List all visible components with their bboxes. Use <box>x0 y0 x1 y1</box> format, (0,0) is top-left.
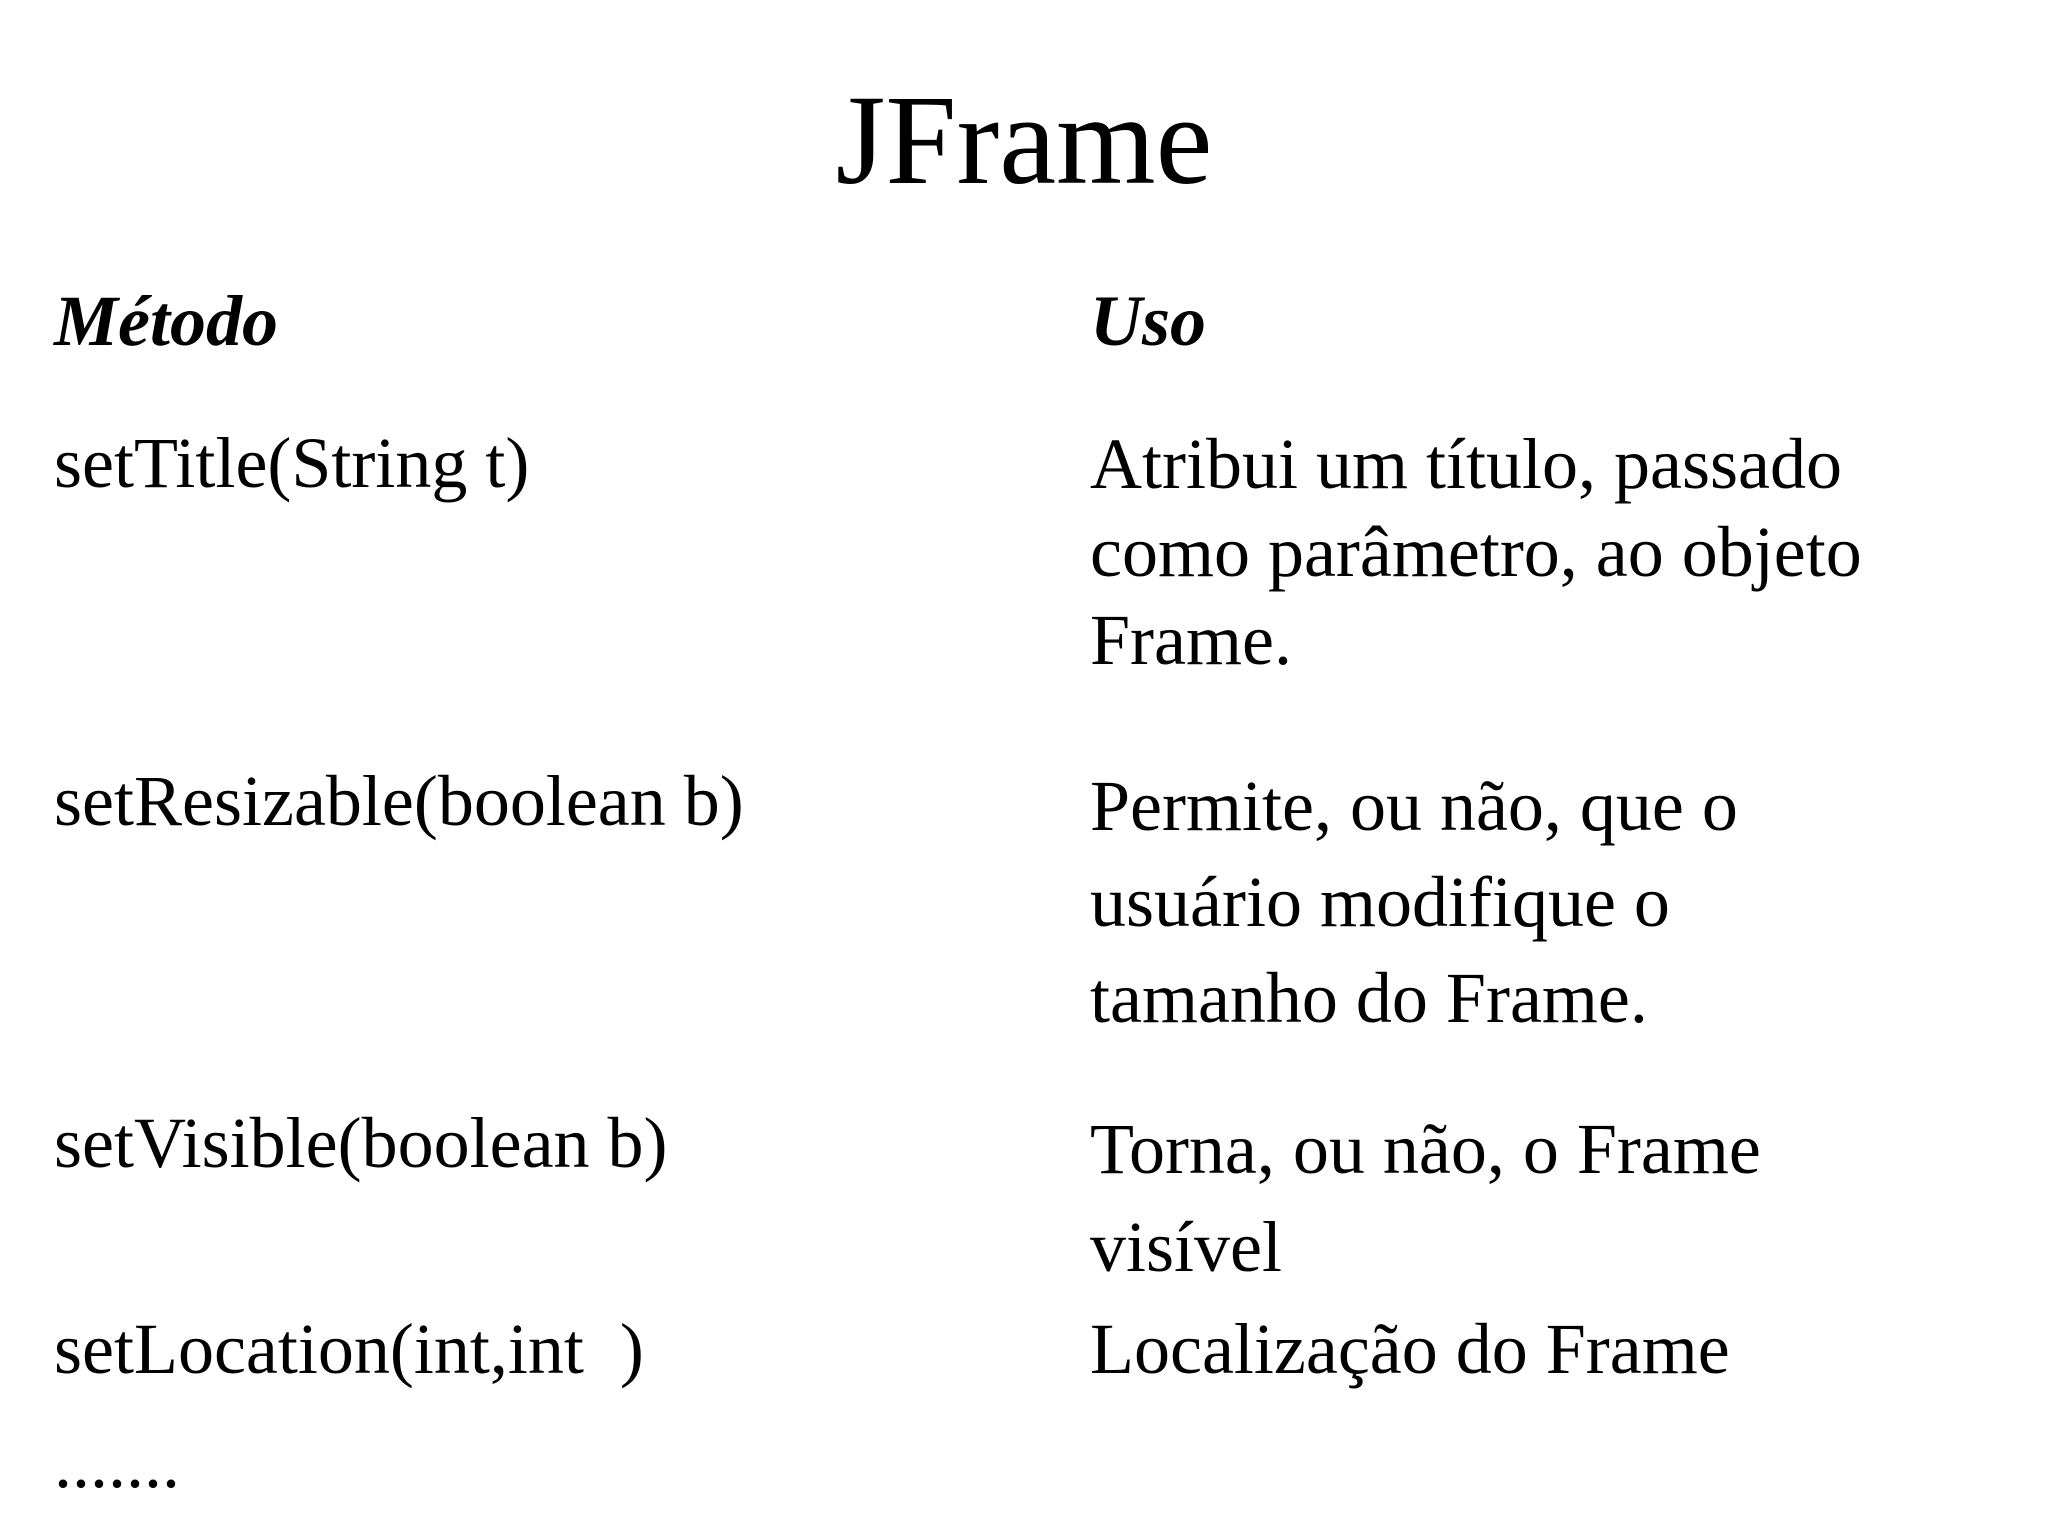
method-description: Atribui um título, passado como parâmetro, ao objeto Frame. <box>1090 424 1862 680</box>
slide-title: JFrame <box>835 69 1213 211</box>
method-description: Localização do Frame <box>1090 1309 1730 1389</box>
method-name: setTitle(String t) <box>54 423 530 503</box>
method-name: setVisible(boolean b) <box>54 1103 668 1183</box>
continuation-ellipsis: ....... <box>54 1423 180 1503</box>
method-description: Permite, ou não, que o usuário modifique o tamanho do Frame. <box>1090 766 1738 1038</box>
method-name: setLocation(int,int ) <box>54 1309 644 1389</box>
use-column-header: Uso <box>1090 281 1207 361</box>
method-column-header: Método <box>54 281 278 361</box>
method-name: setResizable(boolean b) <box>54 761 744 841</box>
method-description: Torna, ou não, o Frame visível <box>1090 1109 1761 1287</box>
